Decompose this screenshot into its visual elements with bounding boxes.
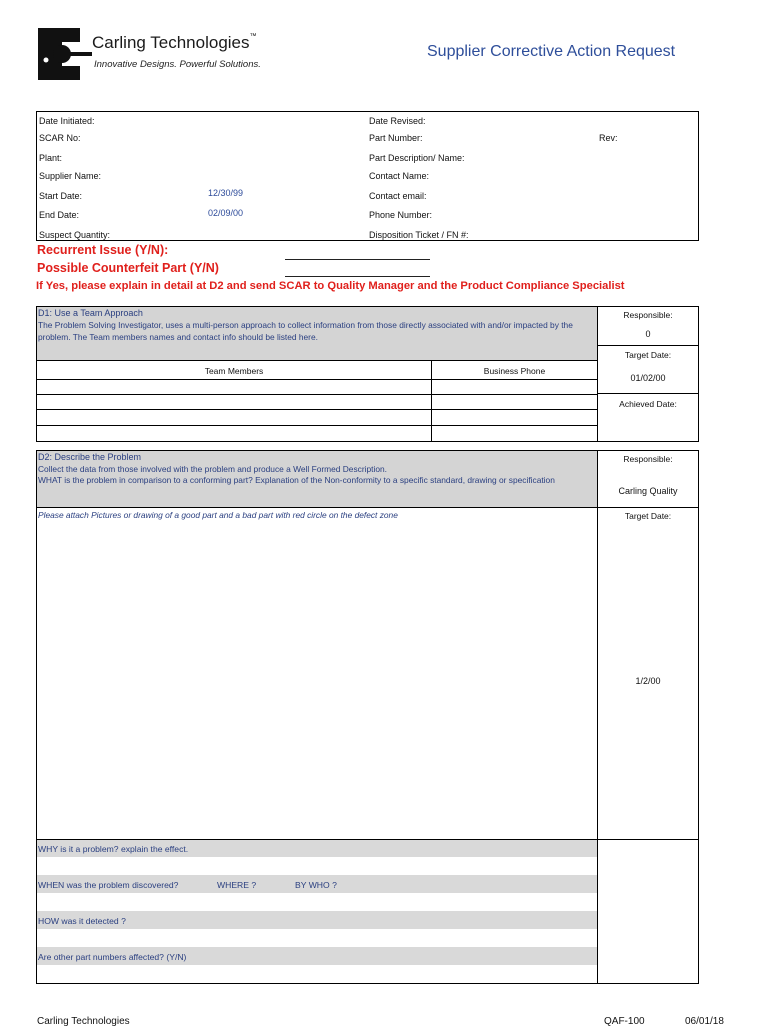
d2-responsible-label: Responsible: [623,454,673,464]
d1-right-divider-2 [597,393,699,394]
how-question: HOW was it detected ? [38,916,126,926]
d1-responsible-label: Responsible: [623,310,673,320]
team-members-header: Team Members [204,366,264,376]
d1-achieved-date-label: Achieved Date: [619,399,677,409]
contact-email-label: Contact email: [369,191,427,201]
supplier-name-label: Supplier Name: [39,171,102,181]
where-question: WHERE ? [217,880,257,890]
d2-header-bottom [36,507,699,508]
company-logo [36,26,266,82]
document-title: Supplier Corrective Action Request [427,43,676,60]
suspect-quantity-label: Suspect Quantity: [39,230,111,240]
part-number-label: Part Number: [369,133,423,143]
attach-pictures-note: Please attach Pictures or drawing of a good part and a bad part with red circle on the defect zone [38,510,398,520]
scar-info-box [36,111,699,241]
d1-responsible-value[interactable]: 0 [645,329,651,339]
d2-responsible-value[interactable]: Carling Quality [618,486,678,496]
escalation-instruction: If Yes, please explain in detail at D2 and send SCAR to Quality Manager and the Product Compliance Specialist [36,280,625,292]
disposition-ticket-label: Disposition Ticket / FN #: [369,230,469,240]
who-question: BY WHO ? [295,880,337,890]
d2-target-date-label: Target Date: [624,511,672,521]
company-name: Carling Technologies™ [92,33,257,52]
start-date-value[interactable]: 12/30/99 [208,188,244,198]
team-table-row-line [36,425,597,426]
recurrent-issue-label: Recurrent Issue (Y/N): [37,243,169,257]
why-question: WHY is it a problem? explain the effect. [38,844,189,854]
start-date-label: Start Date: [39,191,83,201]
d2-line1: Collect the data from those involved with the problem and produce a Well Formed Description. [38,464,387,474]
date-revised-label: Date Revised: [369,116,426,126]
footer-date: 06/01/18 [685,1016,724,1027]
d2-problem-section [36,450,699,984]
counterfeit-part-input-line[interactable] [285,276,430,277]
d2-title: D2: Describe the Problem [38,452,142,462]
part-description-label: Part Description/ Name: [369,153,465,163]
end-date-label: End Date: [39,210,80,220]
d1-target-date-label: Target Date: [624,350,672,360]
counterfeit-part-label: Possible Counterfeit Part (Y/N) [37,261,219,275]
d1-description: The Problem Solving Investigator, uses a multi-person approach to collect information from those directly associated with and/or impacted by the problem. The Team members names and contact info should be listed here. [38,320,573,342]
d1-right-divider-1 [597,345,699,346]
footer-form-number: QAF-100 [604,1016,645,1027]
date-initiated-label: Date Initiated: [39,116,95,126]
end-date-value[interactable]: 02/09/00 [208,208,244,218]
d1-band-bottom [36,360,597,361]
business-phone-header: Business Phone [483,366,546,376]
team-table-row-line [36,394,597,395]
other-parts-question: Are other part numbers affected? (Y/N) [38,952,187,962]
team-table-row-line [36,409,597,410]
rev-label: Rev: [599,133,618,143]
d2-divider [597,450,598,984]
team-table-row-line [36,379,597,380]
phone-number-label: Phone Number: [369,210,433,220]
recurrent-issue-input-line[interactable] [285,259,430,260]
when-question: WHEN was the problem discovered? [38,880,179,890]
company-tagline: Innovative Designs. Powerful Solutions. [94,59,261,70]
d2-target-date-value[interactable]: 1/2/00 [635,676,661,686]
carling-logo-icon [36,26,92,82]
plant-label: Plant: [39,153,63,163]
d1-title: D1: Use a Team Approach [38,308,143,318]
d2-line2: WHAT is the problem in comparison to a conforming part? Explanation of the Non-conformity to a specific standard, drawing or specification [38,475,555,485]
footer-company: Carling Technologies [37,1016,130,1027]
scar-no-label: SCAR No: [39,133,81,143]
d1-target-date-value[interactable]: 01/02/00 [630,373,666,383]
contact-name-label: Contact Name: [369,171,430,181]
